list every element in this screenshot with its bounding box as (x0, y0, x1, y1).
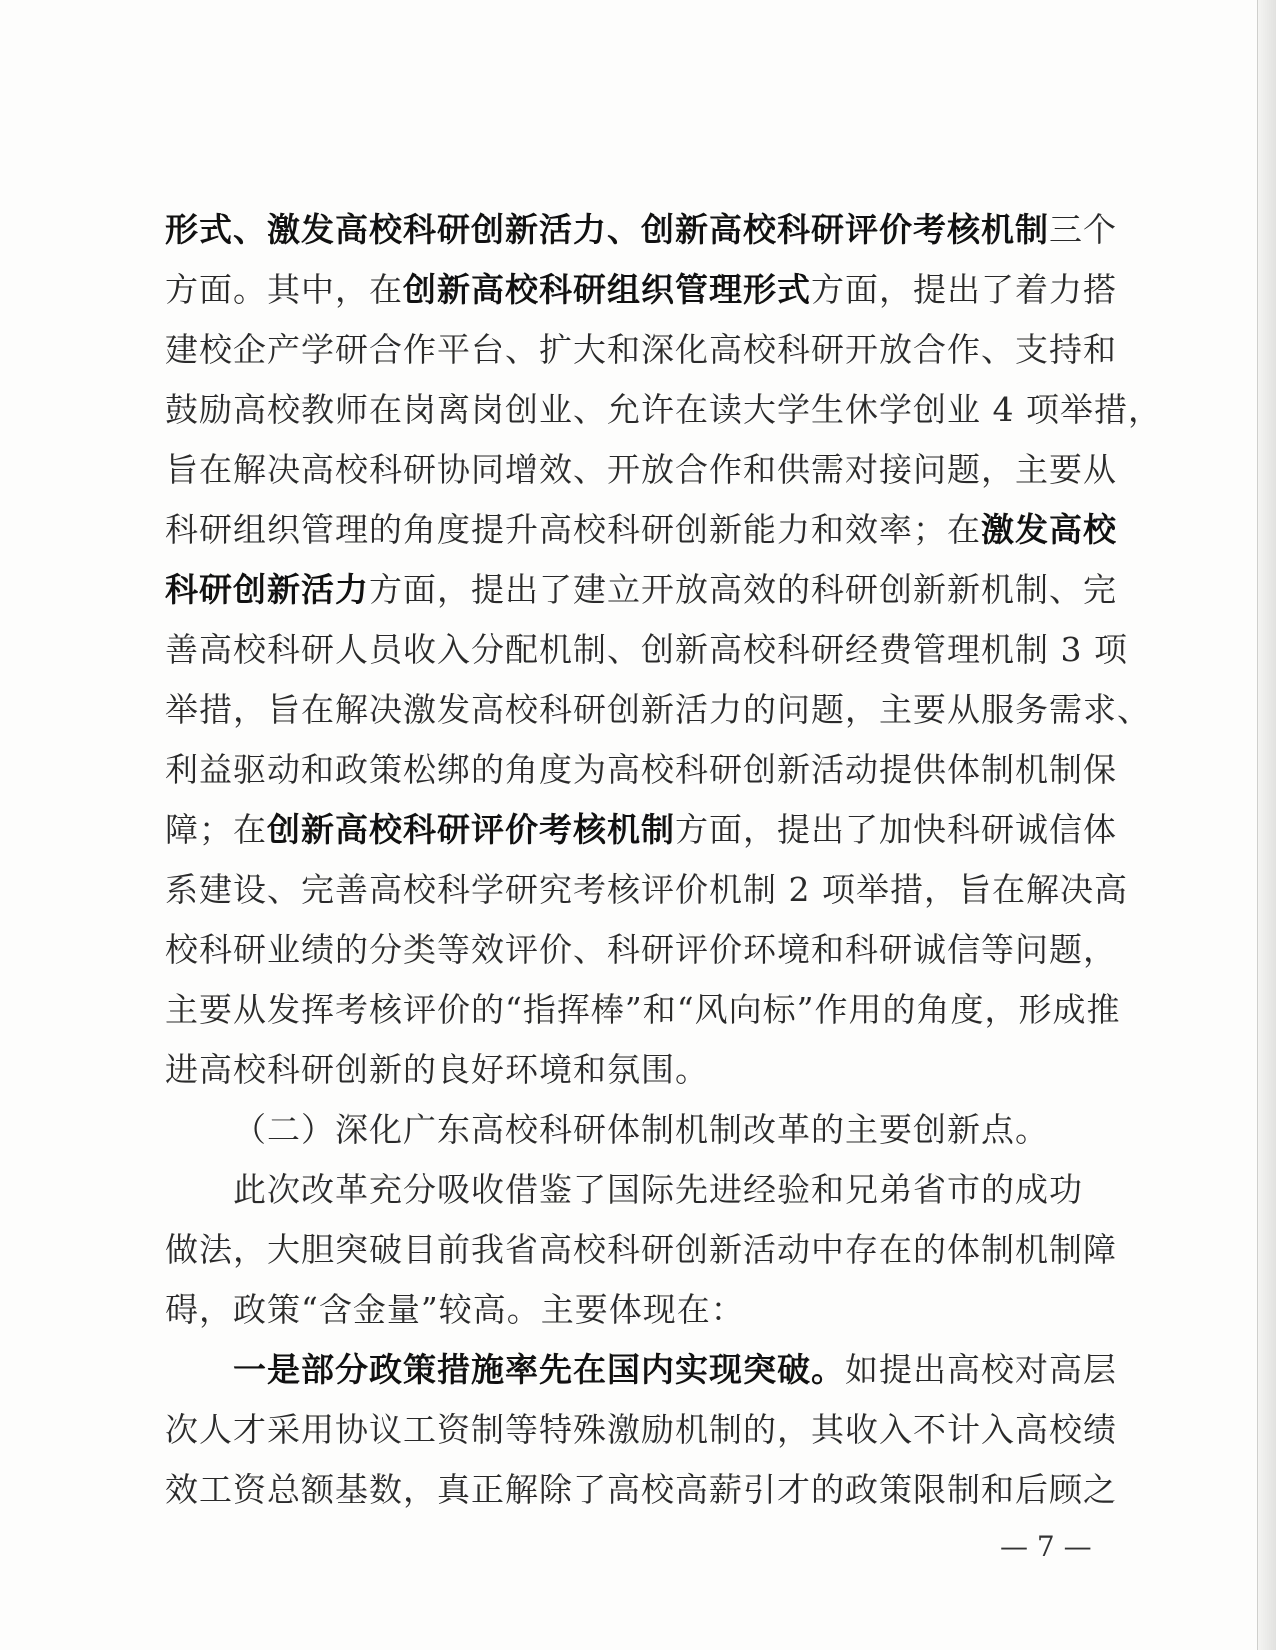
text-line (165, 980, 1121, 1040)
text-line (165, 440, 1117, 500)
text-segment: 善高校科研人员收入分配机制、创新高校科研经费管理机制 3 项 (165, 630, 1128, 669)
text-segment: 效工资总额基数，真正解除了高校高薪引才的政策限制和后顾之 (165, 1470, 1117, 1509)
text-segment: 此次改革充分吸收借鉴了国际先进经验和兄弟省市的成功 (233, 1170, 1083, 1209)
text-segment: 建校企产学研合作平台、扩大和深化高校科研开放合作、支持和 (165, 330, 1117, 369)
text-line (165, 560, 1117, 620)
text-line (165, 320, 1117, 380)
page-edge (1257, 0, 1276, 1650)
text-segment: 利益驱动和政策松绑的角度为高校科研创新活动提供体制机制保 (165, 750, 1117, 789)
text-segment: 旨在解决高校科研协同增效、开放合作和供需对接问题，主要从 (165, 450, 1117, 489)
text-segment: （二）深化广东高校科研体制机制改革的主要创新点。 (233, 1110, 1049, 1149)
text-line (165, 920, 1117, 980)
bold-text-segment: 科研创新活力 (165, 570, 369, 609)
text-line (165, 1460, 1117, 1520)
bold-text-segment: 一是部分政策措施率先在国内实现突破。 (233, 1350, 845, 1389)
text-line (165, 1040, 1085, 1100)
text-segment: 校科研业绩的分类等效评价、科研评价环境和科研诚信等问题， (165, 930, 1117, 969)
text-segment: 方面，提出了加快科研诚信体 (675, 810, 1117, 849)
text-segment: 进高校科研创新的良好环境和氛围。 (165, 1050, 709, 1089)
text-segment: 主要从发挥考核评价的“指挥棒”和“风向标”作用的角度，形成推 (165, 990, 1121, 1029)
bold-text-segment: 创新高校科研组织管理形式 (403, 270, 811, 309)
text-line (165, 380, 1162, 440)
text-segment: 如提出高校对高层 (845, 1350, 1117, 1389)
text-segment: 科研组织管理的角度提升高校科研创新能力和效率；在 (165, 510, 981, 549)
text-segment: 方面，提出了建立开放高效的科研创新新机制、完 (369, 570, 1117, 609)
text-segment: 方面。其中，在 (165, 270, 403, 309)
text-line (165, 1220, 1117, 1280)
text-segment: 障；在 (165, 810, 267, 849)
text-line (165, 680, 1151, 740)
text-segment: 次人才采用协议工资制等特殊激励机制的，其收入不计入高校绩 (165, 1410, 1117, 1449)
text-line (165, 1280, 1085, 1340)
text-line (165, 800, 1117, 860)
text-line (165, 860, 1128, 920)
text-line (165, 1100, 1085, 1160)
text-segment: 方面，提出了着力搭 (811, 270, 1117, 309)
bold-text-segment: 创新高校科研评价考核机制 (267, 810, 675, 849)
text-line (165, 500, 1117, 560)
text-segment: 鼓励高校教师在岗离岗创业、允许在读大学生休学创业 4 项举措， (165, 390, 1162, 429)
text-segment: 系建设、完善高校科学研究考核评价机制 2 项举措，旨在解决高 (165, 870, 1128, 909)
text-line (165, 1340, 1117, 1400)
bold-text-segment: 激发高校 (981, 510, 1117, 549)
bold-text-segment: 形式、激发高校科研创新活力、创新高校科研评价考核机制 (165, 210, 1049, 249)
text-line (165, 1160, 1085, 1220)
body-text (165, 200, 1162, 1520)
text-segment: 三个 (1049, 210, 1117, 249)
text-line (165, 260, 1117, 320)
text-line (165, 620, 1128, 680)
text-segment: 举措，旨在解决激发高校科研创新活力的问题，主要从服务需求、 (165, 690, 1151, 729)
text-segment: 碍，政策“含金量”较高。主要体现在： (165, 1290, 745, 1329)
text-line (165, 740, 1117, 800)
text-line (165, 1400, 1117, 1460)
page-number: — 7 — (1000, 1530, 1092, 1563)
text-segment: 做法，大胆突破目前我省高校科研创新活动中存在的体制机制障 (165, 1230, 1117, 1269)
text-line (165, 200, 1117, 260)
